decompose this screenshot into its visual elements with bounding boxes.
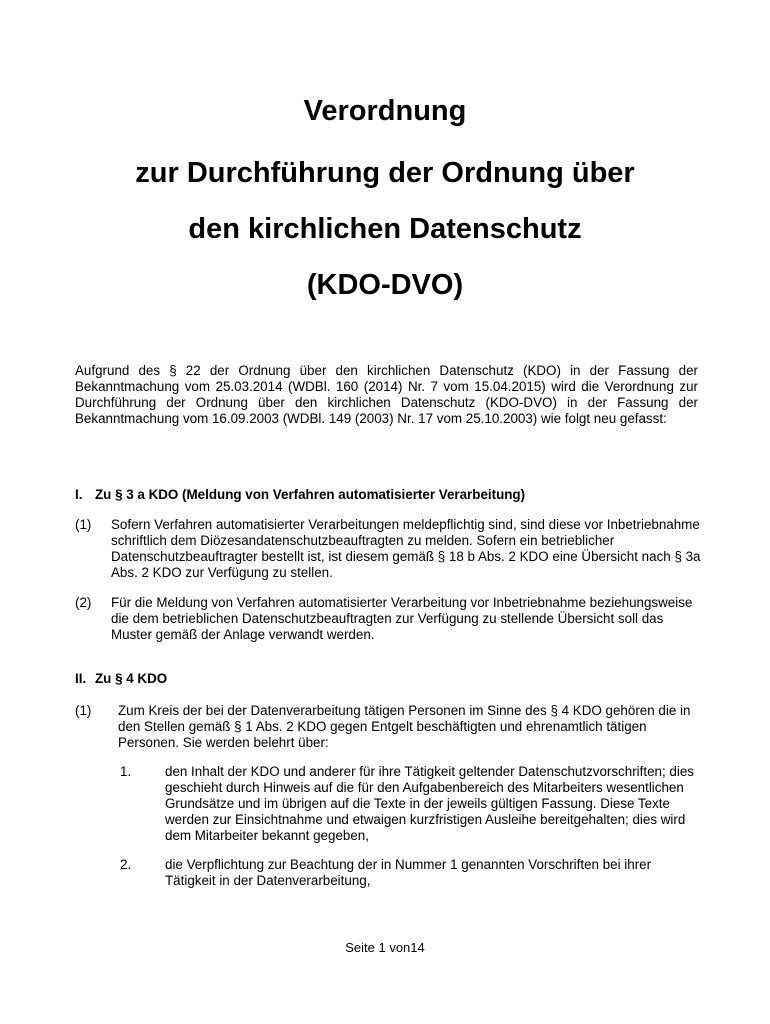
title-line-1: Verordnung — [303, 95, 467, 127]
list-item-number: 2. — [120, 857, 132, 872]
section-heading-2 — [75, 671, 167, 687]
title-line-2: zur Durchführung der Ordnung über — [135, 157, 635, 189]
section-title: Zu § 3 a KDO (Meldung von Verfahren automatisierter Verarbeitung) — [95, 487, 526, 502]
paragraph-text: Zum Kreis der bei der Datenverarbeitung tätigen Personen im Sinne des § 4 KDO gehören die in den Stellen gemäß § 1 Abs. 2 KDO gegen Entgelt beschäftigten und ehrenamtlich tätigen Personen. Sie werden belehrt über: — [118, 703, 691, 750]
paragraph-text: Sofern Verfahren automatisierter Verarbeitungen meldepflichtig sind, sind diese vor Inbetriebnahme schriftlich dem Diözesandatenschutzbeauftragten zu melden. Sofern ein betrieblicher Datenschutzbeauftragter bestellt ist, ist diesem gemäß § 18 b Abs. 2 KDO eine Übersicht nach § 3a Abs. 2 KDO zur Verfügung zu stellen. — [111, 517, 701, 580]
list-item-number: 1. — [120, 764, 132, 779]
list-item-text: den Inhalt der KDO und anderer für ihre Tätigkeit geltender Datenschutzvorschriften; dies geschieht durch Hinweis auf die für den Aufgabenbereich des Mitarbeiters wesentlichen Grundsätze und im übrigen auf die Texte in der jeweils gültigen Fassung. Diese Texte werden zur Einsichtnahme und etwaigen kurzfristigen Ausleihe bereitgehalten; dies wird dem Mitarbeiter bekannt gegeben, — [165, 764, 694, 843]
paragraph-number: (2) — [75, 595, 92, 610]
title-line-3: den kirchlichen Datenschutz — [188, 213, 582, 245]
section-title: Zu § 4 KDO — [95, 671, 168, 686]
section-number: I. — [75, 487, 83, 502]
paragraph-number: (1) — [75, 703, 92, 718]
page-footer: Seite 1 von14 — [345, 940, 425, 955]
section-number: II. — [75, 671, 87, 686]
section-heading-1 — [75, 487, 525, 503]
paragraph-text: Für die Meldung von Verfahren automatisierter Verarbeitung vor Inbetriebnahme beziehungsweise die dem betrieblichen Datenschutzbeauftragten zur Verfügung zu stellende Übersicht soll das Muster gemäß der Anlage verwandt werden. — [111, 595, 693, 642]
title-line-4: (KDO-DVO) — [306, 269, 464, 301]
intro-paragraph — [75, 363, 698, 427]
list-item-text: die Verpflichtung zur Beachtung der in Nummer 1 genannten Vorschriften bei ihrer Tätigkeit in der Datenverarbeitung, — [165, 857, 652, 888]
paragraph-number: (1) — [75, 517, 92, 532]
intro-text: Aufgrund des § 22 der Ordnung über den kirchlichen Datenschutz (KDO) in der Fassung der Bekanntmachung vom 25.03.2014 (WDBl. 160 (2014) Nr. 7 vom 15.04.2015) wird die Verordnung zur Durchführung der Ordnung über den kirchlichen Datenschutz (KDO-DVO) in der Fassung der Bekanntmachung vom 16.09.2003 (WDBl. 149 (2003) Nr. 17 vom 25.10.2003) wie folgt neu gefasst: — [75, 363, 698, 426]
